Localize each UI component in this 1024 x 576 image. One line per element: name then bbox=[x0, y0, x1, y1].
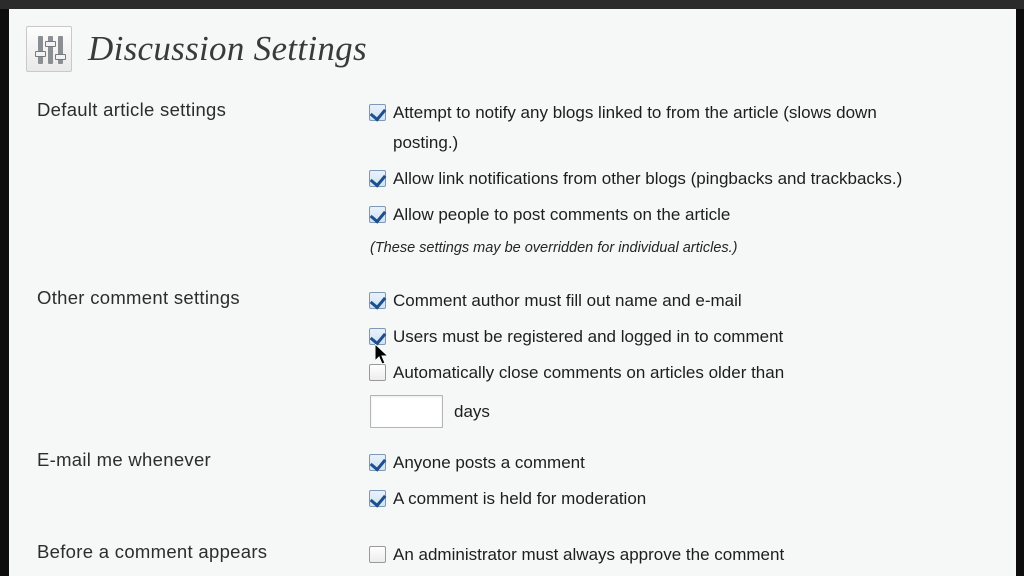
section-email-me-whenever bbox=[37, 448, 1016, 520]
section-fields bbox=[367, 98, 1016, 260]
section-default-article-settings bbox=[37, 98, 1016, 260]
page-title: Discussion Settings bbox=[88, 29, 367, 68]
option-label: An administrator must always approve the comment bbox=[393, 545, 785, 564]
window-top-bar bbox=[0, 0, 1024, 9]
option-label: A comment is held for moderation bbox=[393, 489, 647, 508]
option-allow-comments[interactable] bbox=[369, 200, 1016, 230]
settings-sliders-icon bbox=[26, 26, 72, 72]
section-label: Default article settings bbox=[37, 99, 227, 120]
option-notify-linked-blogs[interactable] bbox=[369, 98, 1016, 158]
page-header bbox=[9, 9, 1016, 72]
window-left-edge bbox=[0, 9, 9, 576]
option-require-name-email[interactable] bbox=[369, 286, 1016, 316]
section-label: E-mail me whenever bbox=[37, 449, 212, 470]
discussion-settings-form bbox=[9, 98, 1016, 576]
option-label: Users must be registered and logged in to comment bbox=[393, 327, 784, 346]
option-comment-held-for-moderation[interactable] bbox=[369, 484, 1016, 514]
checkbox-allow-link-notifications[interactable] bbox=[369, 170, 386, 187]
checkbox-allow-comments[interactable] bbox=[369, 206, 386, 223]
option-label: Allow link notifications from other blogs (pingbacks and trackbacks.) bbox=[393, 169, 903, 188]
option-anyone-posts-comment[interactable] bbox=[369, 448, 1016, 478]
option-admin-must-approve[interactable] bbox=[369, 540, 1016, 570]
checkbox-auto-close-comments[interactable] bbox=[369, 364, 386, 381]
section-fields bbox=[367, 540, 1016, 576]
checkbox-require-registration[interactable] bbox=[369, 328, 386, 345]
settings-page bbox=[9, 9, 1016, 576]
days-unit-label: days bbox=[454, 401, 490, 421]
section-label: Other comment settings bbox=[37, 287, 240, 308]
section-fields bbox=[367, 448, 1016, 520]
option-label: Automatically close comments on articles older than bbox=[393, 363, 785, 382]
option-label: Allow people to post comments on the article bbox=[393, 205, 731, 224]
section-label: Before a comment appears bbox=[37, 541, 268, 562]
auto-close-days-row bbox=[370, 395, 1016, 428]
section-other-comment-settings bbox=[37, 286, 1016, 428]
option-label: Attempt to notify any blogs linked to from the article (slows down posting.) bbox=[393, 103, 877, 152]
window-right-edge bbox=[1016, 9, 1024, 576]
checkbox-notify-linked-blogs[interactable] bbox=[369, 104, 386, 121]
section-fields bbox=[367, 286, 1016, 428]
option-label: Anyone posts a comment bbox=[393, 453, 585, 472]
option-allow-link-notifications[interactable] bbox=[369, 164, 1016, 194]
checkbox-comment-held-for-moderation[interactable] bbox=[369, 490, 386, 507]
option-require-registration[interactable] bbox=[369, 322, 1016, 352]
checkbox-admin-must-approve[interactable] bbox=[369, 546, 386, 563]
option-auto-close-comments[interactable] bbox=[369, 358, 1016, 388]
section-note: (These settings may be overridden for individual articles.) bbox=[370, 240, 738, 256]
checkbox-require-name-email[interactable] bbox=[369, 292, 386, 309]
checkbox-anyone-posts-comment[interactable] bbox=[369, 454, 386, 471]
section-before-comment-appears bbox=[37, 540, 1016, 576]
auto-close-days-input[interactable] bbox=[370, 395, 443, 428]
option-label: Comment author must fill out name and e-mail bbox=[393, 291, 742, 310]
